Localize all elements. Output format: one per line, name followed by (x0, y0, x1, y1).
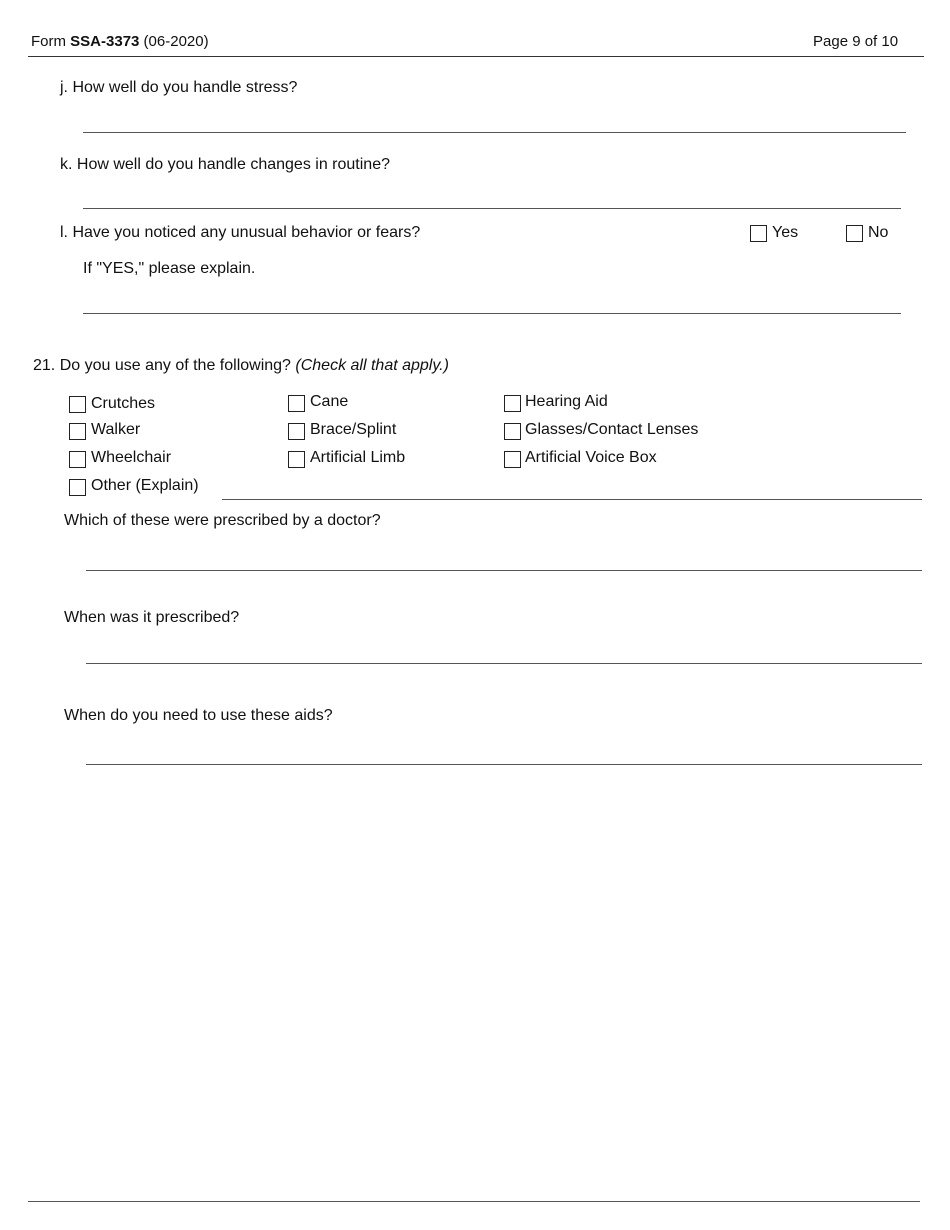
hearing-aid-label: Hearing Aid (525, 393, 608, 410)
artificial-limb-checkbox[interactable] (288, 451, 305, 468)
hearing-aid-checkbox[interactable] (504, 395, 521, 412)
footer-divider (28, 1201, 920, 1202)
when-prescribed-label: When was it prescribed? (64, 609, 240, 626)
question-l-yes-label: Yes (772, 224, 799, 241)
other-explain-checkbox[interactable] (69, 479, 86, 496)
form-prefix: Form (31, 33, 71, 50)
when-needed-label: When do you need to use these aids? (64, 707, 333, 724)
question-21-text: 21. Do you use any of the following? (33, 357, 296, 374)
header-divider (28, 56, 924, 57)
prescribed-by-doctor-label: Which of these were prescribed by a doctor? (64, 512, 381, 529)
crutches-label: Crutches (91, 395, 156, 412)
when-needed-line[interactable] (86, 764, 922, 765)
form-identifier (31, 33, 209, 51)
page-number: Page 9 of 10 (813, 33, 899, 50)
other-explain-line[interactable] (222, 499, 922, 500)
wheelchair-label: Wheelchair (91, 449, 172, 466)
question-l-label: l. Have you noticed any unusual behavior or fears? (60, 224, 421, 241)
when-prescribed-line[interactable] (86, 663, 922, 664)
wheelchair-checkbox[interactable] (69, 451, 86, 468)
question-l-explain-label: If "YES," please explain. (83, 260, 256, 277)
brace-splint-checkbox[interactable] (288, 423, 305, 440)
question-l-no-checkbox[interactable] (846, 225, 863, 242)
cane-checkbox[interactable] (288, 395, 305, 412)
question-21-instruction: (Check all that apply.) (295, 357, 449, 374)
glasses-contacts-checkbox[interactable] (504, 423, 521, 440)
question-l-yes-checkbox[interactable] (750, 225, 767, 242)
form-date: (06-2020) (139, 33, 209, 50)
cane-label: Cane (310, 393, 349, 410)
glasses-contacts-label: Glasses/Contact Lenses (525, 421, 699, 438)
question-k-answer-line[interactable] (83, 208, 901, 209)
question-j-answer-line[interactable] (83, 132, 906, 133)
other-explain-label: Other (Explain) (91, 477, 199, 494)
walker-label: Walker (91, 421, 141, 438)
artificial-limb-label: Artificial Limb (310, 449, 406, 466)
brace-splint-label: Brace/Splint (310, 421, 397, 438)
artificial-voice-box-checkbox[interactable] (504, 451, 521, 468)
question-k-label: k. How well do you handle changes in routine? (60, 156, 390, 173)
prescribed-by-doctor-line[interactable] (86, 570, 922, 571)
form-number: SSA-3373 (70, 33, 140, 50)
crutches-checkbox[interactable] (69, 396, 86, 413)
walker-checkbox[interactable] (69, 423, 86, 440)
question-j-label: j. How well do you handle stress? (60, 79, 298, 96)
question-l-explain-line[interactable] (83, 313, 901, 314)
artificial-voice-box-label: Artificial Voice Box (525, 449, 657, 466)
question-l-no-label: No (868, 224, 889, 241)
question-21-label (33, 357, 449, 375)
